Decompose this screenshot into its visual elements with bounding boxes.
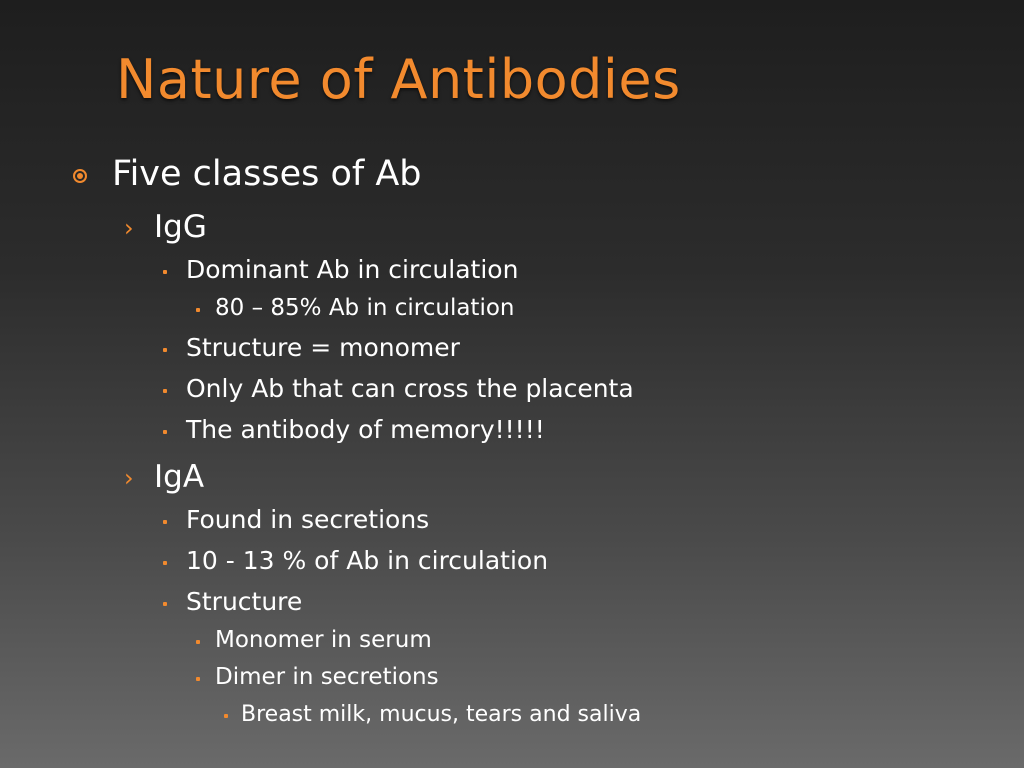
square-bullet-icon [163,520,167,524]
square-bullet-icon [163,348,167,352]
square-bullet-icon [163,430,167,434]
bullet-found-secretions: Found in secretions [186,505,430,534]
bullet-80-85: 80 – 85% Ab in circulation [215,295,515,321]
square-bullet-icon [163,561,167,565]
bullet-dimer-secretions: Dimer in secretions [215,664,439,690]
slide-title: Nature of Antibodies [116,48,681,111]
square-bullet-icon [196,640,200,644]
square-bullet-icon [163,389,167,393]
bullet-iga: IgA [154,459,205,495]
bullet-structure: Structure [186,587,303,616]
chevron-right-icon: › [124,464,134,492]
bullet-antibody-memory: The antibody of memory!!!!! [186,415,545,444]
square-bullet-icon [224,714,228,718]
bullet-dominant-ab: Dominant Ab in circulation [186,255,519,284]
bullet-breast-milk: Breast milk, mucus, tears and saliva [241,702,642,727]
square-bullet-icon [163,602,167,606]
bullet-five-classes: Five classes of Ab [112,154,422,194]
square-bullet-icon [196,677,200,681]
bullet-structure-monomer: Structure = monomer [186,333,460,362]
square-bullet-icon [163,270,167,274]
bullet-cross-placenta: Only Ab that can cross the placenta [186,374,634,403]
chevron-right-icon: › [124,214,134,242]
bullet-monomer-serum: Monomer in serum [215,627,432,653]
square-bullet-icon [196,308,200,312]
circle-bullet-icon [73,169,87,183]
bullet-10-13: 10 - 13 % of Ab in circulation [186,546,549,575]
bullet-igg: IgG [154,209,207,245]
